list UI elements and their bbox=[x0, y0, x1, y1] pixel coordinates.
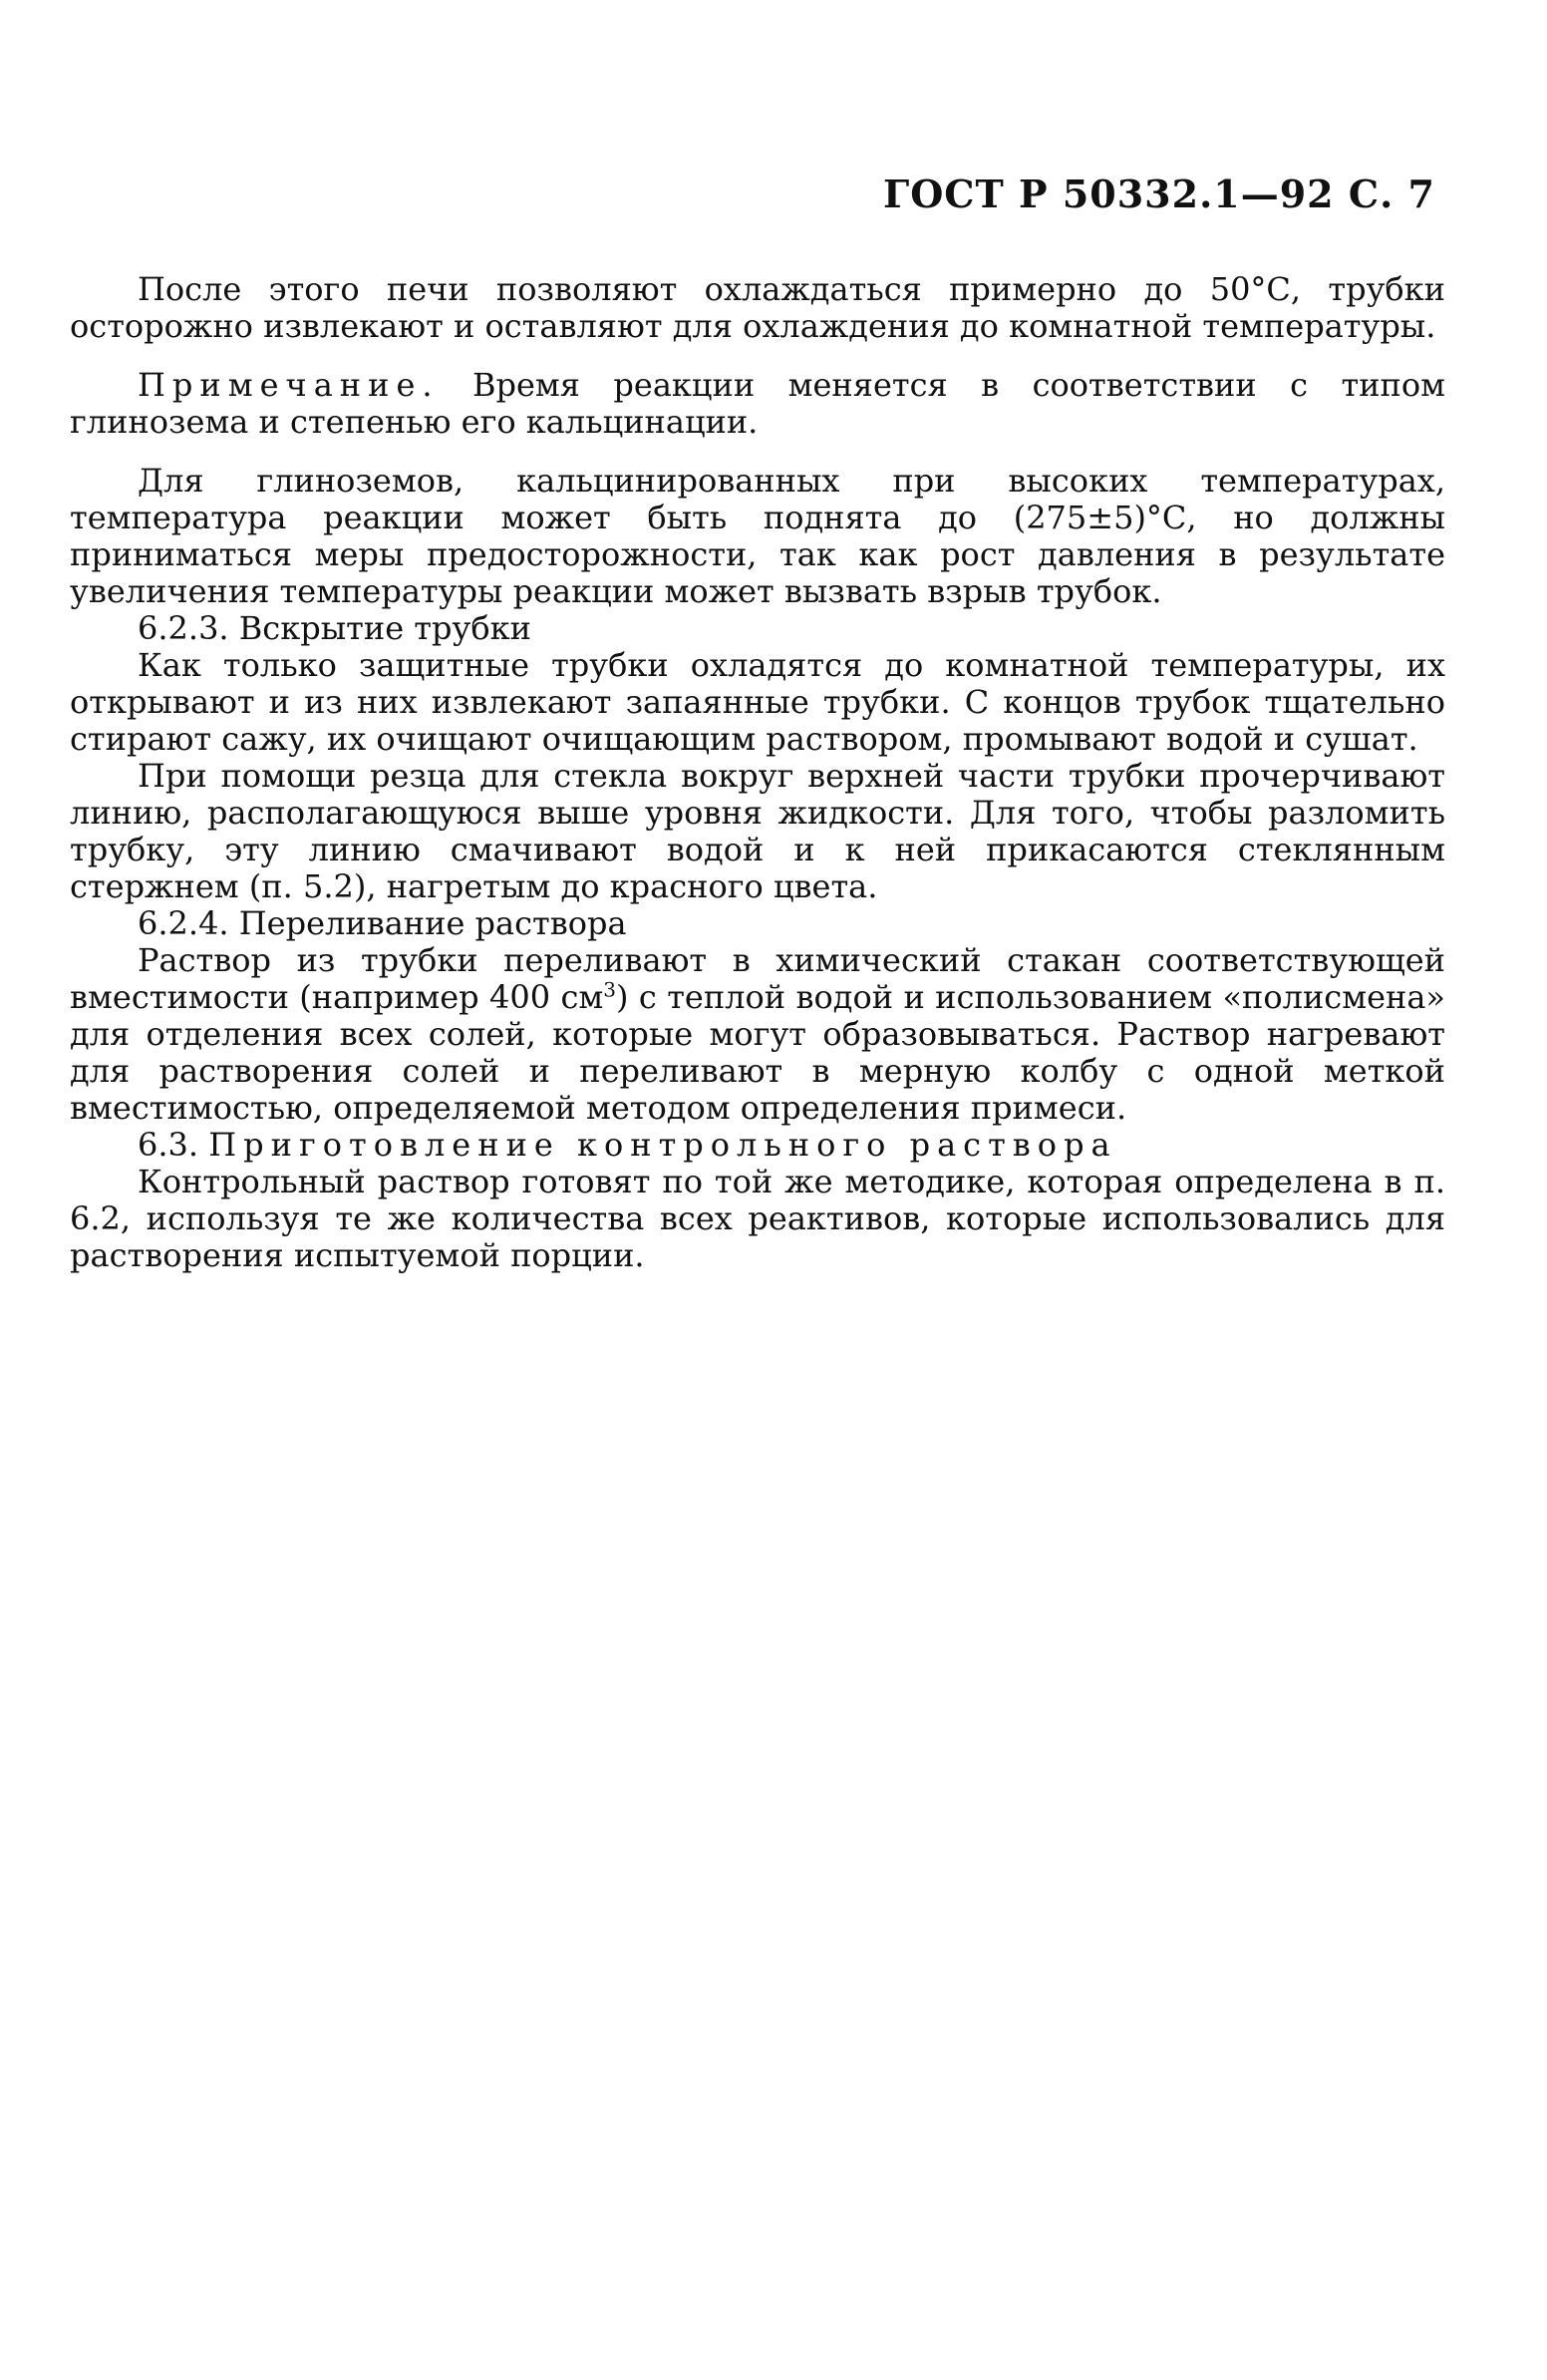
note-label: Примечание. bbox=[138, 366, 440, 404]
note-text: Время реакции меняется в соответствии с типом глинозема и степенью его кальцинации. bbox=[70, 366, 1445, 441]
paragraph-control-solution: Контрольный раствор готовят по той же методике, которая определена в п. 6.2, используя те же количества всех реактивов, которые использовались для растворения испытуемой порции. bbox=[70, 1163, 1445, 1274]
note-paragraph bbox=[70, 367, 1445, 441]
paragraph-cooling: После этого печи позволяют охлаждаться примерно до 50°С, трубки осторожно извлекают и оставляют для охлаждения до комнатной температуры. bbox=[70, 270, 1445, 345]
pouring-text-b: ) с теплой водой и использованием «полисмена» для отделения всех солей, которые могут образовываться. Раствор нагревают для растворения солей и переливают в мерную колбу с одной меткой вместимостью, определяемой методом определения примеси. bbox=[70, 978, 1445, 1127]
paragraph-opening: Как только защитные трубки охладятся до комнатной температуры, их открывают и из них извлекают запаянные трубки. С концов трубок тщательно стирают сажу, их очищают очищающим раствором, промывают водой и сушат. bbox=[70, 646, 1445, 758]
document-body bbox=[70, 271, 1445, 1274]
pouring-text-a: Раствор из трубки переливают в химический стакан соответствующей вместимости (например 400 см bbox=[70, 941, 1445, 1016]
paragraph-high-temp: Для глиноземов, кальцинированных при высоких температурах, температура реакции может быть поднята до (275±5)°С, но должны приниматься меры предосторожности, так как рост давления в результате увеличения температуры реакции может вызвать взрыв трубок. bbox=[70, 462, 1445, 610]
page-header: ГОСТ Р 50332.1—92 С. 7 bbox=[882, 171, 1435, 216]
heading-title: Приготовление контрольного раствора bbox=[208, 1126, 1117, 1164]
section-heading-6-3 bbox=[70, 1127, 1445, 1164]
section-heading-6-2-3: 6.2.3. Вскрытие трубки bbox=[138, 609, 531, 647]
paragraph-pouring bbox=[70, 942, 1445, 1127]
heading-number: 6.3. bbox=[138, 1126, 209, 1164]
superscript-3: 3 bbox=[603, 977, 617, 1002]
section-heading-6-2-4: 6.2.4. Переливание раствора bbox=[138, 904, 627, 942]
paragraph-cutting: При помощи резца для стекла вокруг верхней части трубки прочерчивают линию, располагающуюся выше уровня жидкости. Для того, чтобы разломить трубку, эту линию смачивают водой и к ней прикасаются стеклянным стержнем (п. 5.2), нагретым до красного цвета. bbox=[70, 757, 1445, 905]
